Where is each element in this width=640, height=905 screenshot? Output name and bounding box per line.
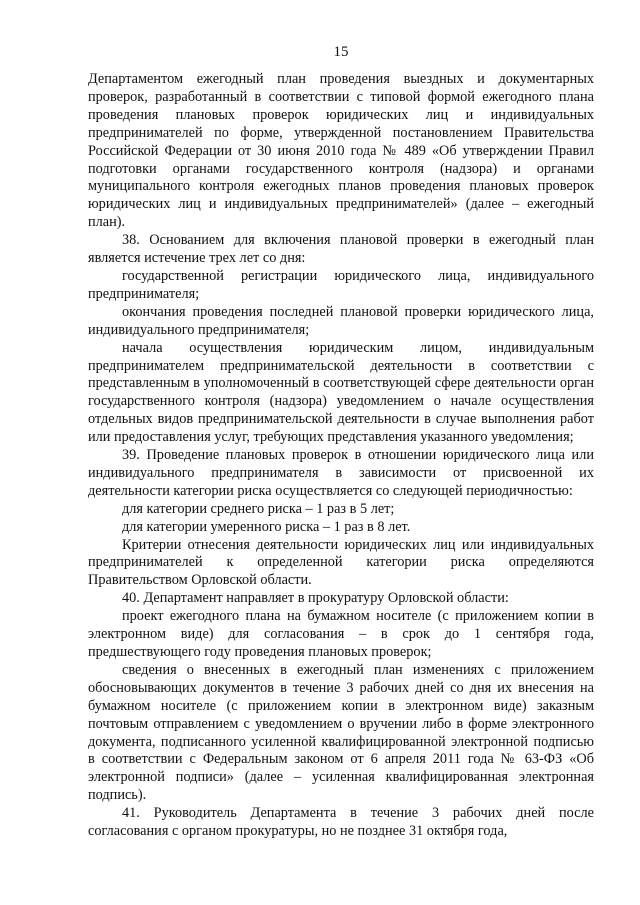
paragraph-38-item-registration: государственной регистрации юридического лица, индивидуального предпринимателя; — [88, 267, 594, 302]
paragraph-41: 41. Руководитель Департамента в течение 3 рабочих дней после согласования с органом прокуратуры, но не позднее 31 октября года, — [88, 805, 594, 840]
paragraph-continuation: Департаментом ежегодный план проведения выездных и документарных проверок, разработанный в соответствии с типовой формой ежегодного плана проведения плановых проверок юридических лиц и индивидуальных предпринимателей по форме, утвержденной постановлением Правительства Российской Федерации от 30 июня 2010 года № 489 «Об утверждении Правил подготовки органами государственного контроля (надзора) и органами муниципального контроля ежегодных планов проведения плановых проверок юридических лиц и индивидуальных предпринимателей» (далее – ежегодный план). — [88, 71, 594, 231]
paragraph-40-item-changes: сведения о внесенных в ежегодный план изменениях с приложением обосновывающих документов в течение 3 рабочих дней со дня их внесения на бумажном носителе (с приложением копии в электронном виде) заказным почтовым отправлением с уведомлением о вручении либо в форме электронного документа, подписанного усиленной квалифицированной электронной подписью в соответствии с Федеральным законом от 6 апреля 2011 года № 63-ФЗ «Об электронной подписи» (далее – усиленная квалифицированная электронная подпись). — [88, 661, 594, 804]
paragraph-39: 39. Проведение плановых проверок в отношении юридического лица или индивидуального предпринимателя в зависимости от присвоенной их деятельности категории риска осуществляется со следующей периодичностью: — [88, 447, 594, 499]
document-body — [88, 71, 594, 841]
paragraph-39-item-medium-risk: для категории среднего риска – 1 раз в 5 лет; — [122, 500, 395, 517]
paragraph-39-item-moderate-risk: для категории умеренного риска – 1 раз в 8 лет. — [122, 518, 411, 535]
paragraph-38-item-last-check: окончания проведения последней плановой проверки юридического лица, индивидуального предпринимателя; — [88, 303, 594, 338]
paragraph-risk-criteria: Критерии отнесения деятельности юридических лиц или индивидуальных предпринимателей к определенной категории риска определяются Правительством Орловской области. — [88, 536, 594, 589]
paragraph-40: 40. Департамент направляет в прокуратуру Орловской области: — [122, 590, 509, 607]
paragraph-38: 38. Основанием для включения плановой проверки в ежегодный план является истечение трех лет со дня: — [88, 232, 594, 267]
paragraph-40-item-draft-plan: проект ежегодного плана на бумажном носителе (с приложением копии в электронном виде) для согласования – в срок до 1 сентября года, предшествующего году проведения плановых проверок; — [88, 608, 594, 660]
paragraph-38-item-start-activity: начала осуществления юридическим лицом, индивидуальным предпринимателем предпринимательской деятельности в соответствии с представленным в уполномоченный в соответствующей сфере деятельности орган государственного контроля (надзора) уведомлением о начале осуществления отдельных видов предпринимательской деятельности в случае выполнения работ или предоставления услуг, требующих представления указанного уведомления; — [88, 339, 594, 446]
page-number: 15 — [333, 44, 349, 60]
